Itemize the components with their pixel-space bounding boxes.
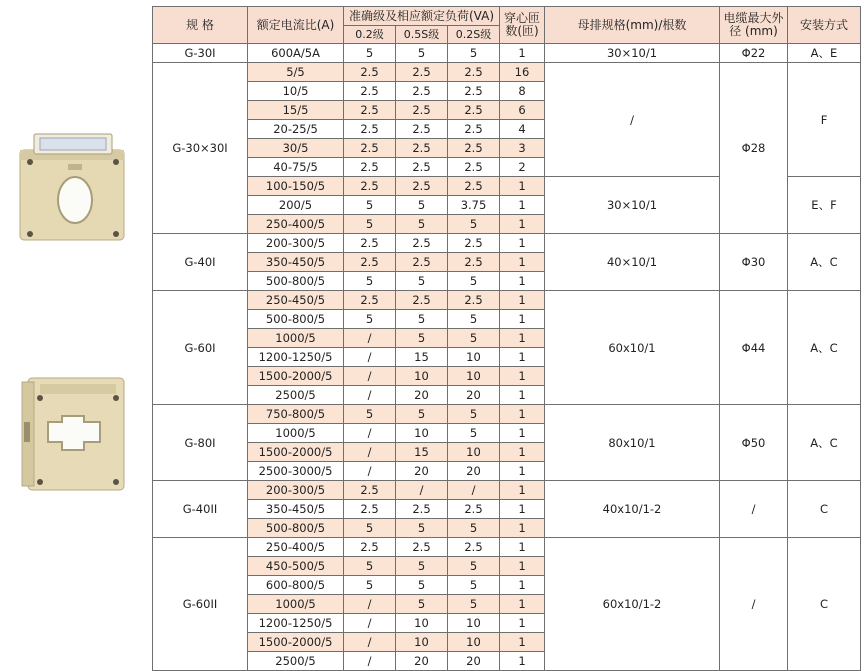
cell-cable: Φ44 [720,291,788,405]
cell-turns: 1 [500,348,545,367]
cell-acc-05s: 10 [396,614,448,633]
cell-ratio: 5/5 [248,63,344,82]
cell-turns: 1 [500,633,545,652]
header-busbar: 母排规格(mm)/根数 [545,7,720,44]
table-row [153,405,861,424]
cell-cable: Φ30 [720,234,788,291]
cell-acc-02: 5 [344,44,396,63]
cell-acc-02s: 5 [448,519,500,538]
cell-acc-05s: 2.5 [396,291,448,310]
cell-ratio: 250-450/5 [248,291,344,310]
cell-busbar: 30×10/1 [545,177,720,234]
cell-mount: A、E [788,44,861,63]
cell-acc-05s: 2.5 [396,500,448,519]
cell-turns: 1 [500,386,545,405]
cell-acc-02: 2.5 [344,234,396,253]
cell-acc-05s: 5 [396,215,448,234]
cell-acc-02s: 2.5 [448,253,500,272]
cell-acc-05s: 5 [396,595,448,614]
cell-ratio: 1500-2000/5 [248,633,344,652]
cell-acc-02: 2.5 [344,538,396,557]
cell-cable: / [720,538,788,671]
cell-turns: 2 [500,158,545,177]
cell-acc-02: / [344,652,396,671]
cell-acc-05s: 2.5 [396,101,448,120]
cell-turns: 1 [500,538,545,557]
cell-ratio: 15/5 [248,101,344,120]
cell-busbar: 40x10/1-2 [545,481,720,538]
cell-turns: 1 [500,462,545,481]
cell-acc-05s: 15 [396,443,448,462]
cell-acc-02: 2.5 [344,177,396,196]
cell-ratio: 350-450/5 [248,500,344,519]
cell-acc-02: 5 [344,215,396,234]
cell-acc-02s: 2.5 [448,63,500,82]
header-accuracy: 准确级及相应额定负荷(VA) [344,7,500,26]
cell-acc-02: 2.5 [344,120,396,139]
cell-acc-02s: 20 [448,652,500,671]
cell-acc-05s: 5 [396,272,448,291]
cell-ratio: 1500-2000/5 [248,367,344,386]
cell-acc-02s: 2.5 [448,101,500,120]
cell-ratio: 2500/5 [248,652,344,671]
current-transformer-image-small [18,128,128,246]
header-cable: 电缆最大外径 (mm) [720,7,788,44]
cell-acc-02s: 5 [448,595,500,614]
cell-acc-05s: 10 [396,424,448,443]
cell-turns: 1 [500,405,545,424]
cell-turns: 1 [500,310,545,329]
table-row [153,481,861,500]
cell-busbar: 60x10/1 [545,291,720,405]
header-spec: 规 格 [153,7,248,44]
cell-turns: 1 [500,652,545,671]
cell-acc-05s: 5 [396,310,448,329]
cell-cable: / [720,481,788,538]
cell-acc-02: / [344,386,396,405]
cell-turns: 1 [500,481,545,500]
cell-mount: A、C [788,405,861,481]
cell-acc-02: / [344,614,396,633]
cell-acc-02: 2.5 [344,82,396,101]
cell-acc-02: 5 [344,272,396,291]
spec-table [152,6,861,671]
header-mount: 安装方式 [788,7,861,44]
cell-ratio: 100-150/5 [248,177,344,196]
cell-model: G-30×30I [153,63,248,234]
cell-acc-02: 5 [344,310,396,329]
cell-turns: 1 [500,291,545,310]
cell-busbar: 30×10/1 [545,44,720,63]
header-turns: 穿心匝数(匝) [500,7,545,44]
cell-acc-05s: 20 [396,652,448,671]
cell-acc-05s: 5 [396,196,448,215]
cell-turns: 1 [500,576,545,595]
table-row [153,291,861,310]
cell-acc-02s: 5 [448,405,500,424]
cell-model: G-80I [153,405,248,481]
cell-acc-02s: 5 [448,44,500,63]
cell-acc-05s: 2.5 [396,120,448,139]
cell-acc-05s: 15 [396,348,448,367]
cell-acc-05s: 2.5 [396,82,448,101]
cell-acc-02: / [344,367,396,386]
cell-acc-05s: 5 [396,44,448,63]
cell-acc-02: / [344,424,396,443]
cell-cable: Φ50 [720,405,788,481]
cell-ratio: 500-800/5 [248,310,344,329]
cell-acc-02s: 2.5 [448,120,500,139]
cell-turns: 1 [500,215,545,234]
cell-turns: 1 [500,196,545,215]
cell-acc-02s: 10 [448,614,500,633]
cell-acc-05s: 2.5 [396,538,448,557]
cell-ratio: 600A/5A [248,44,344,63]
cell-model: G-60I [153,291,248,405]
cell-mount: A、C [788,291,861,405]
header-acc-02s: 0.2S级 [448,26,500,44]
table-row [153,538,861,557]
cell-ratio: 350-450/5 [248,253,344,272]
cell-acc-05s: / [396,481,448,500]
cell-turns: 3 [500,139,545,158]
cell-acc-02: 2.5 [344,139,396,158]
cell-acc-02s: 2.5 [448,500,500,519]
cell-acc-05s: 2.5 [396,234,448,253]
cell-ratio: 1200-1250/5 [248,614,344,633]
cell-ratio: 250-400/5 [248,215,344,234]
cell-acc-02s: 2.5 [448,177,500,196]
cell-turns: 1 [500,557,545,576]
cell-acc-02: 2.5 [344,63,396,82]
cell-turns: 1 [500,272,545,291]
cell-acc-05s: 5 [396,576,448,595]
cell-ratio: 10/5 [248,82,344,101]
cell-turns: 4 [500,120,545,139]
cell-turns: 16 [500,63,545,82]
cell-ratio: 500-800/5 [248,272,344,291]
cell-ratio: 200-300/5 [248,481,344,500]
table-row [153,63,861,82]
cell-ratio: 500-800/5 [248,519,344,538]
current-transformer-image-large [20,372,128,494]
cell-acc-02s: 5 [448,215,500,234]
cell-acc-02: 2.5 [344,291,396,310]
cell-acc-05s: 2.5 [396,158,448,177]
cell-model: G-40II [153,481,248,538]
cell-acc-02s: / [448,481,500,500]
cell-acc-02: 5 [344,196,396,215]
cell-acc-02: 5 [344,519,396,538]
cell-acc-02s: 10 [448,633,500,652]
cell-ratio: 1200-1250/5 [248,348,344,367]
cell-acc-02: 2.5 [344,500,396,519]
cell-acc-02s: 10 [448,443,500,462]
cell-acc-05s: 2.5 [396,63,448,82]
cell-acc-02: / [344,348,396,367]
cell-turns: 1 [500,367,545,386]
cell-turns: 1 [500,595,545,614]
cell-ratio: 750-800/5 [248,405,344,424]
cell-acc-02s: 5 [448,329,500,348]
cell-acc-05s: 2.5 [396,253,448,272]
cell-turns: 1 [500,253,545,272]
table-row [153,44,861,63]
cell-acc-02: / [344,462,396,481]
cell-acc-02s: 2.5 [448,158,500,177]
cell-turns: 1 [500,329,545,348]
cell-acc-02: / [344,443,396,462]
cell-ratio: 200-300/5 [248,234,344,253]
cell-acc-02s: 5 [448,424,500,443]
cell-acc-05s: 5 [396,557,448,576]
cell-acc-02s: 10 [448,348,500,367]
cell-acc-05s: 2.5 [396,177,448,196]
cell-ratio: 2500-3000/5 [248,462,344,481]
cell-acc-05s: 20 [396,462,448,481]
cell-busbar: 40×10/1 [545,234,720,291]
cell-ratio: 40-75/5 [248,158,344,177]
cell-ratio: 30/5 [248,139,344,158]
cell-turns: 6 [500,101,545,120]
cell-turns: 1 [500,177,545,196]
cell-acc-05s: 10 [396,367,448,386]
cell-acc-02: / [344,595,396,614]
cell-acc-02: 2.5 [344,101,396,120]
cell-ratio: 2500/5 [248,386,344,405]
cell-ratio: 20-25/5 [248,120,344,139]
cell-acc-02: / [344,633,396,652]
cell-busbar: / [545,63,720,177]
cell-turns: 1 [500,519,545,538]
cell-acc-02: 2.5 [344,253,396,272]
header-ratio: 额定电流比(A) [248,7,344,44]
cell-busbar: 60x10/1-2 [545,538,720,671]
cell-mount: C [788,481,861,538]
cell-mount: A、C [788,234,861,291]
cell-ratio: 250-400/5 [248,538,344,557]
cell-turns: 8 [500,82,545,101]
cell-mount: C [788,538,861,671]
cell-mount: E、F [788,177,861,234]
cell-turns: 1 [500,234,545,253]
cell-acc-02s: 2.5 [448,538,500,557]
cell-model: G-60II [153,538,248,671]
cell-acc-02s: 20 [448,462,500,481]
cell-acc-05s: 20 [396,386,448,405]
cell-acc-02: 5 [344,557,396,576]
cell-acc-02s: 2.5 [448,234,500,253]
cell-acc-02: 5 [344,405,396,424]
cell-acc-05s: 5 [396,519,448,538]
cell-acc-02: 5 [344,576,396,595]
cell-ratio: 600-800/5 [248,576,344,595]
cell-ratio: 1000/5 [248,329,344,348]
cell-model: G-30I [153,44,248,63]
table-row [153,234,861,253]
cell-turns: 1 [500,424,545,443]
cell-mount: F [788,63,861,177]
cell-acc-02s: 2.5 [448,82,500,101]
cell-acc-02s: 5 [448,576,500,595]
cell-turns: 1 [500,44,545,63]
cell-ratio: 1000/5 [248,424,344,443]
cell-turns: 1 [500,443,545,462]
cell-acc-02: 2.5 [344,481,396,500]
cell-acc-02: / [344,329,396,348]
cell-acc-02s: 2.5 [448,291,500,310]
cell-acc-02s: 5 [448,310,500,329]
cell-ratio: 450-500/5 [248,557,344,576]
cell-acc-05s: 5 [396,329,448,348]
cell-turns: 1 [500,500,545,519]
cell-cable: Φ28 [720,63,788,234]
cell-acc-02: 2.5 [344,158,396,177]
cell-acc-02s: 20 [448,386,500,405]
cell-turns: 1 [500,614,545,633]
cell-acc-02s: 2.5 [448,139,500,158]
cell-ratio: 1000/5 [248,595,344,614]
cell-acc-05s: 5 [396,405,448,424]
cell-ratio: 200/5 [248,196,344,215]
spec-table-body [153,44,861,671]
cell-acc-02s: 10 [448,367,500,386]
cell-ratio: 1500-2000/5 [248,443,344,462]
header-acc-02: 0.2级 [344,26,396,44]
cell-acc-05s: 2.5 [396,139,448,158]
cell-busbar: 80x10/1 [545,405,720,481]
cell-model: G-40I [153,234,248,291]
cell-acc-02s: 3.75 [448,196,500,215]
cell-acc-05s: 10 [396,633,448,652]
cell-cable: Φ22 [720,44,788,63]
header-acc-05s: 0.5S级 [396,26,448,44]
cell-acc-02s: 5 [448,557,500,576]
cell-acc-02s: 5 [448,272,500,291]
